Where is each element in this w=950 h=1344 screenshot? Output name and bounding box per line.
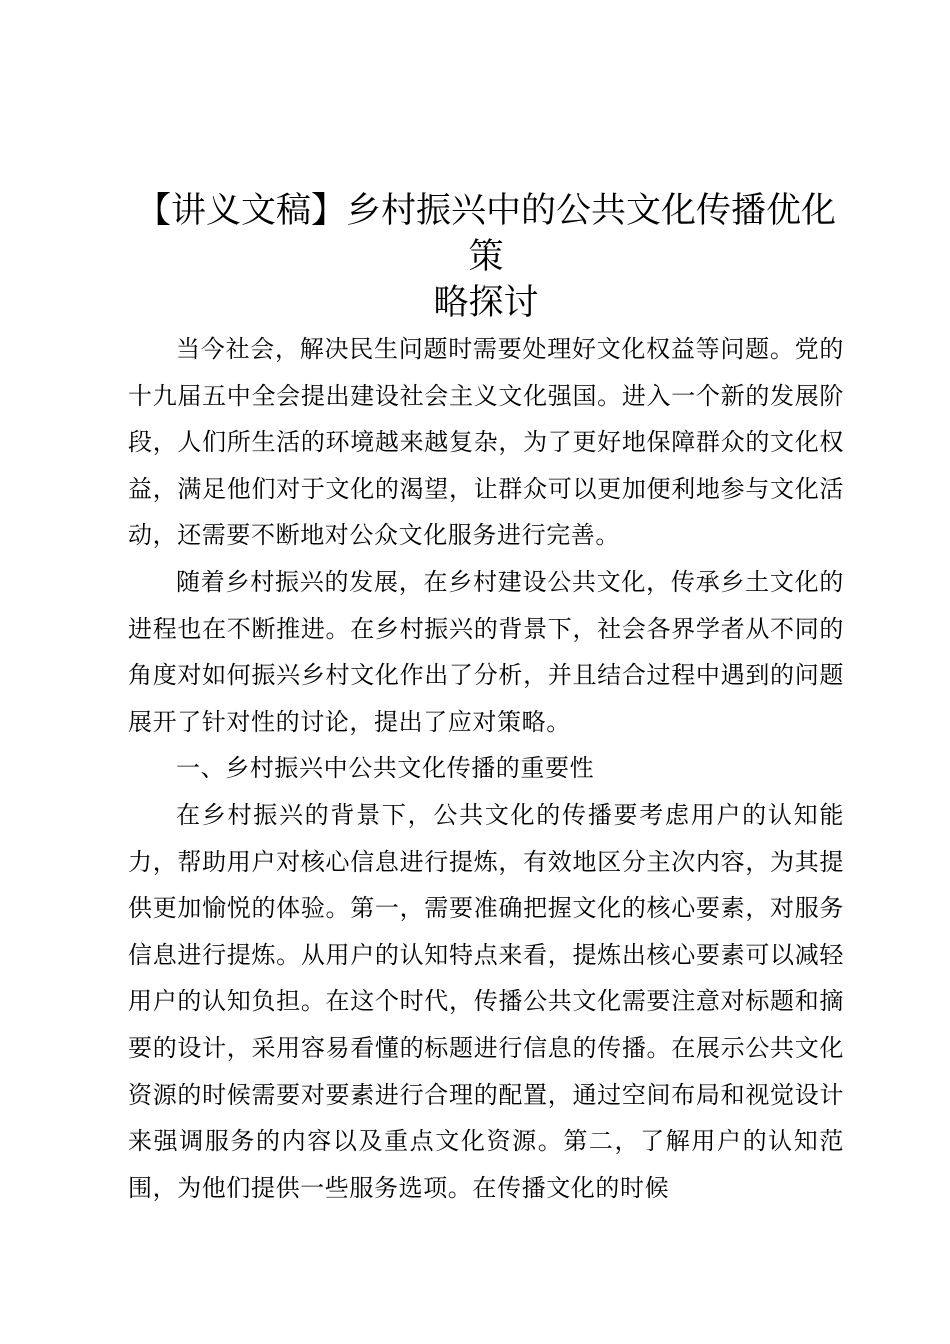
paragraph-intro: 当今社会，解决民生问题时需要处理好文化权益等问题。党的十九届五中全会提出建设社会主义文化强国。进入一个新的发展阶段，人们所生活的环境越来越复杂，为了更好地保障群众的文化权益，满足他们对于文化的渴望，让群众可以更加便利地参与文化活动，还需要不断地对公众文化服务进行完善。 bbox=[128, 335, 844, 550]
title-line-1: 【讲义文稿】乡村振兴中的公共文化传播优化策 bbox=[135, 191, 836, 277]
document-title bbox=[128, 188, 844, 326]
title-line-2: 略探讨 bbox=[433, 283, 539, 323]
section-heading-1: 一、乡村振兴中公共文化传播的重要性 bbox=[176, 754, 595, 783]
paragraph-background: 随着乡村振兴的发展，在乡村建设公共文化，传承乡土文化的进程也在不断推进。在乡村振兴的背景下，社会各界学者从不同的角度对如何振兴乡村文化作出了分析，并且结合过程中遇到的问题展开了针对性的讨论，提出了应对策略。 bbox=[128, 567, 844, 736]
paragraph-section-1: 在乡村振兴的背景下，公共文化的传播要考虑用户的认知能力，帮助用户对核心信息进行提炼，有效地区分主次内容，为其提供更加愉悦的体验。第一，需要准确把握文化的核心要素，对服务信息进行提炼。从用户的认知特点来看，提炼出核心要素可以减轻用户的认知负担。在这个时代，传播公共文化需要注意对标题和摘要的设计，采用容易看懂的标题进行信息的传播。在展示公共文化资源的时候需要对要素进行合理的配置，通过空间布局和视觉设计来强调服务的内容以及重点文化资源。第二，了解用户的认知范围，为他们提供一些服务选项。在传播文化的时候 bbox=[128, 800, 844, 1202]
document-page bbox=[128, 188, 844, 1211]
